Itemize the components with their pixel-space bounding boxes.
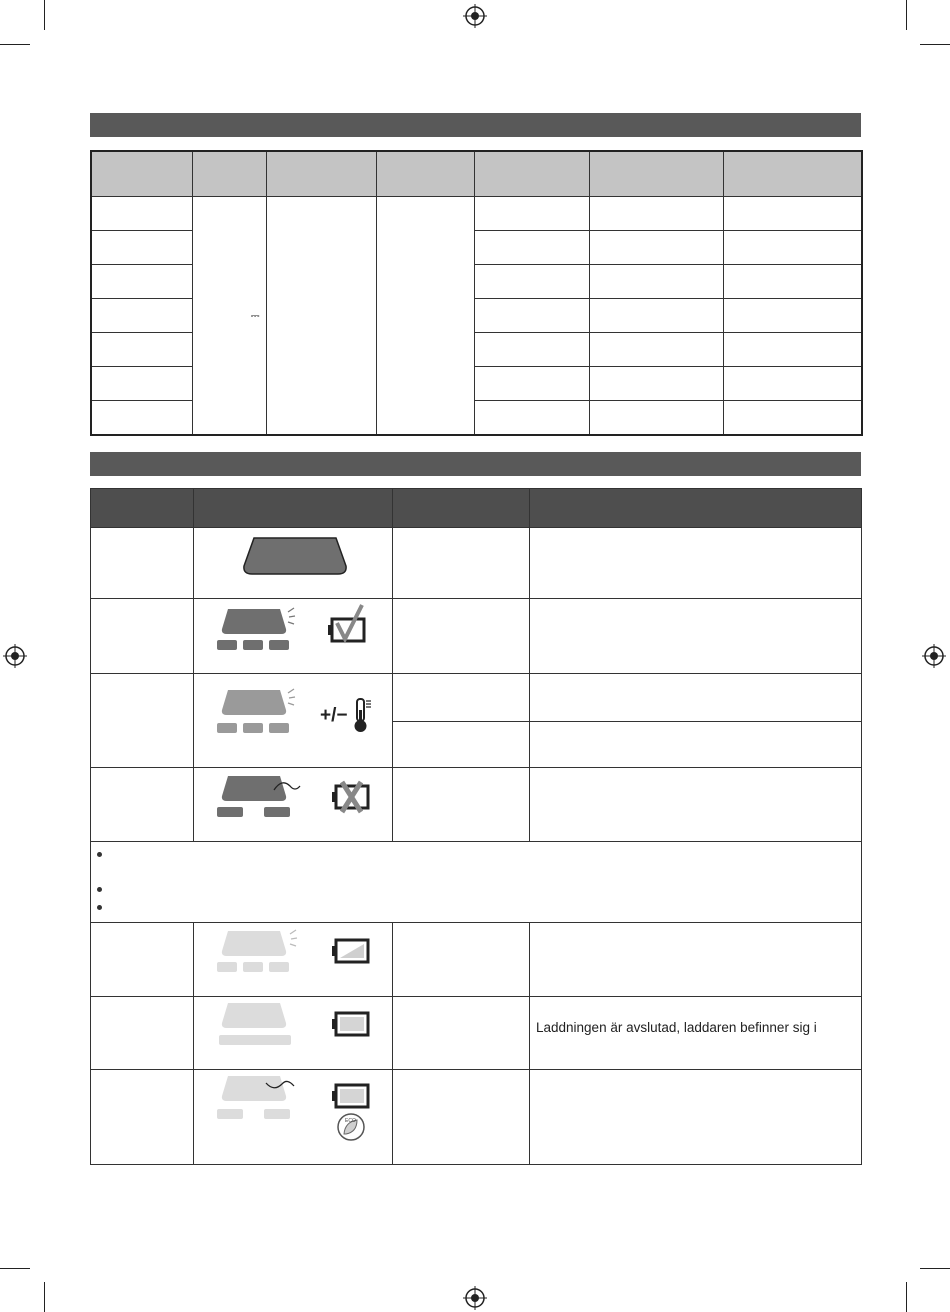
spec-cell — [723, 367, 862, 401]
spec-header-cell — [266, 151, 376, 197]
table-row — [91, 768, 862, 842]
spec-cell — [376, 197, 474, 436]
spec-cell — [723, 197, 862, 231]
notes-cell — [91, 842, 862, 923]
completion-description: Laddningen är avslutad, laddaren befinner sig i — [536, 1019, 817, 1035]
battery-full-icon — [332, 1085, 368, 1107]
led-cell — [530, 528, 862, 599]
spec-cell — [589, 367, 723, 401]
table-row — [91, 1070, 862, 1165]
led-cell — [393, 997, 530, 1070]
led-cell — [393, 528, 530, 599]
spec-header-row — [91, 151, 862, 197]
spec-cell — [474, 299, 589, 333]
table-row — [91, 997, 862, 1070]
section-header-bar — [90, 452, 861, 476]
led-cell — [393, 923, 530, 997]
battery-full-icon — [332, 1013, 368, 1035]
spec-cell — [723, 299, 862, 333]
spec-cell — [589, 299, 723, 333]
battery-charging-icon — [332, 940, 368, 962]
charger-led-icon — [194, 923, 393, 996]
spec-cell — [91, 265, 192, 299]
table-row — [91, 674, 862, 722]
crop-mark-tl-h — [0, 44, 30, 45]
spec-cell — [474, 265, 589, 299]
spec-cell — [589, 333, 723, 367]
spec-table — [90, 150, 863, 436]
crop-mark-br-v — [906, 1282, 907, 1312]
led-cell — [530, 1070, 862, 1165]
registration-mark-icon — [463, 1286, 487, 1310]
spec-cell — [723, 333, 862, 367]
led-cell — [393, 599, 530, 674]
led-cell — [393, 674, 530, 722]
eco-badge: ECO — [345, 1118, 356, 1124]
led-cell — [91, 528, 194, 599]
led-cell — [393, 1070, 530, 1165]
spec-voltage-cell — [192, 197, 266, 436]
battery-fault-icon — [332, 782, 368, 812]
list-bullet — [97, 887, 102, 892]
led-icon-cell — [194, 768, 393, 842]
spec-cell — [474, 367, 589, 401]
spec-cell — [266, 197, 376, 436]
led-icon-cell — [194, 528, 393, 599]
section-header-bar — [90, 113, 861, 137]
led-header-cell — [91, 489, 194, 528]
led-icon-cell — [194, 674, 393, 768]
spec-header-cell — [376, 151, 474, 197]
led-cell — [91, 923, 194, 997]
spec-cell — [91, 197, 192, 231]
led-icon-cell — [194, 599, 393, 674]
table-row — [91, 923, 862, 997]
led-header-cell — [393, 489, 530, 528]
led-icon-cell — [194, 997, 393, 1070]
charger-led-icon — [194, 599, 393, 673]
led-icon-cell — [194, 923, 393, 997]
dc-symbol: ⎓ — [250, 310, 260, 322]
spec-cell — [474, 401, 589, 436]
spec-cell — [474, 231, 589, 265]
led-icon-cell — [194, 1070, 393, 1165]
crop-mark-tl-v — [44, 0, 45, 30]
table-row — [91, 528, 862, 599]
charger-led-icon — [194, 1070, 393, 1164]
table-row — [91, 599, 862, 674]
charger-led-icon — [194, 768, 393, 841]
led-desc-cell — [530, 997, 862, 1070]
registration-mark-icon — [463, 4, 487, 28]
led-status-table — [90, 488, 862, 1165]
led-header-cell — [530, 489, 862, 528]
spec-cell — [91, 299, 192, 333]
svg-text:+/−: +/− — [320, 705, 348, 726]
spec-cell — [589, 401, 723, 436]
led-header-cell — [194, 489, 393, 528]
spec-cell — [91, 367, 192, 401]
led-cell — [530, 721, 862, 768]
spec-cell — [723, 231, 862, 265]
crop-mark-bl-h — [0, 1268, 30, 1269]
spec-cell — [723, 265, 862, 299]
charger-led-icon — [194, 997, 393, 1069]
charger-led-icon — [194, 674, 393, 767]
spec-cell — [589, 197, 723, 231]
led-cell — [530, 923, 862, 997]
crop-mark-tr-h — [920, 44, 950, 45]
thermometer-icon — [355, 699, 372, 732]
spec-header-cell — [474, 151, 589, 197]
spec-cell — [474, 197, 589, 231]
spec-cell — [589, 265, 723, 299]
led-cell — [91, 599, 194, 674]
battery-check-icon — [328, 605, 364, 641]
table-row — [91, 197, 862, 231]
registration-mark-icon — [3, 644, 27, 668]
list-bullet — [97, 905, 102, 910]
led-cell — [91, 1070, 194, 1165]
crop-mark-bl-v — [44, 1282, 45, 1312]
led-cell — [530, 599, 862, 674]
spec-header-cell — [91, 151, 192, 197]
crop-mark-tr-v — [906, 0, 907, 30]
led-cell — [393, 721, 530, 768]
spec-header-cell — [192, 151, 266, 197]
led-cell — [91, 997, 194, 1070]
led-cell — [530, 768, 862, 842]
spec-cell — [723, 401, 862, 436]
registration-mark-icon — [922, 644, 946, 668]
led-cell — [91, 768, 194, 842]
table-row — [91, 842, 862, 923]
spec-header-cell — [723, 151, 862, 197]
spec-cell — [91, 231, 192, 265]
list-bullet — [97, 852, 102, 857]
spec-cell — [589, 231, 723, 265]
spec-cell — [91, 401, 192, 436]
led-cell — [91, 674, 194, 768]
spec-cell — [474, 333, 589, 367]
charger-dome-icon — [194, 528, 393, 598]
crop-mark-br-h — [920, 1268, 950, 1269]
spec-header-cell — [589, 151, 723, 197]
spec-cell — [91, 333, 192, 367]
led-cell — [393, 768, 530, 842]
led-header-row — [91, 489, 862, 528]
led-cell — [530, 674, 862, 722]
